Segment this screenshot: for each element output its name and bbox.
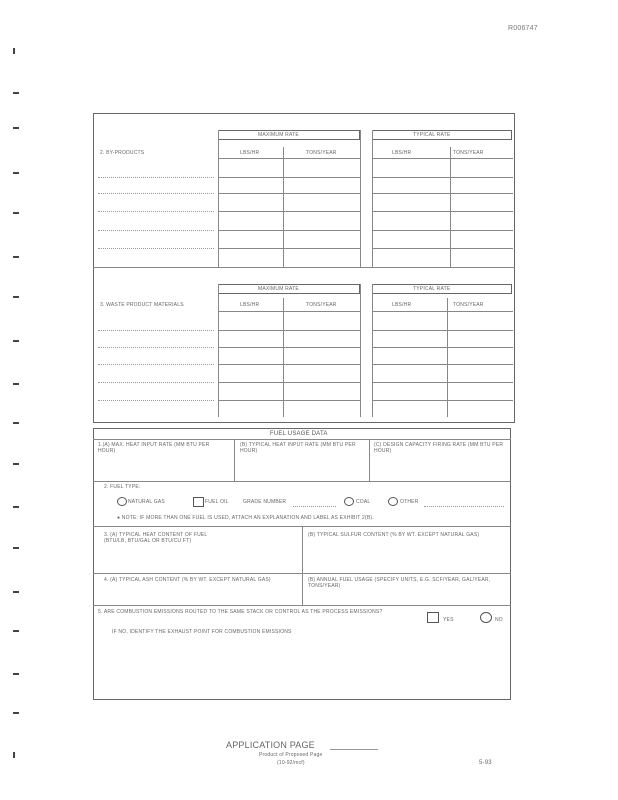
max-heat-input-label: 1.(A) MAX. HEAT INPUT RATE (MM BTU PER HOUR): [98, 442, 210, 454]
byproducts-max-lbhr-col: LBS/HR: [240, 150, 260, 156]
byproducts-typ-lbhr-col: LBS/HR: [392, 150, 412, 156]
other-field[interactable]: [424, 506, 504, 507]
waste-max-tonsyr-col: TONS/YEAR: [306, 302, 337, 308]
fuel-section-title: FUEL USAGE DATA: [270, 431, 328, 437]
typical-heat-input-label: (B) TYPICAL HEAT INPUT RATE (MM BTU PER HOUR): [240, 442, 356, 454]
byproducts-label: 2. BY-PRODUCTS: [100, 150, 145, 156]
exhaust-point-instruction: IF NO, IDENTIFY THE EXHAUST POINT FOR COMBUSTION EMISSIONS: [112, 629, 292, 635]
design-capacity-label: (C) DESIGN CAPACITY FIRING RATE (MM BTU PER HOUR): [374, 442, 504, 454]
no-checkbox[interactable]: [480, 612, 492, 623]
other-label: OTHER: [400, 499, 419, 505]
fuel-oil-checkbox[interactable]: [193, 497, 204, 507]
document-id: R006747: [508, 25, 538, 32]
grade-number-label: GRADE NUMBER: [243, 499, 287, 505]
coal-label: COAL: [356, 499, 371, 505]
ash-content-label: 4. (A) TYPICAL ASH CONTENT (% BY WT. EXCEPT NATURAL GAS): [104, 577, 271, 583]
byproducts-typical-rate-label: TYPICAL RATE: [413, 132, 451, 138]
application-page-title: APPLICATION PAGE: [226, 740, 315, 750]
waste-typical-rate-label: TYPICAL RATE: [413, 286, 451, 292]
natural-gas-checkbox[interactable]: [117, 497, 127, 506]
yes-checkbox[interactable]: [427, 612, 439, 623]
coal-checkbox[interactable]: [344, 497, 354, 506]
byproducts-max-tonsyr-col: TONS/YEAR: [306, 150, 337, 156]
annual-fuel-usage-label: (B) ANNUAL FUEL USAGE (SPECIFY UNITS, E.G. SCF/YEAR, GAL/YEAR, TONS/YEAR): [308, 577, 491, 589]
waste-typ-tonsyr-col: TONS/YEAR: [453, 302, 484, 308]
byproducts-typ-tonsyr-col: TONS/YEAR: [453, 150, 484, 156]
fuel-type-label: 2. FUEL TYPE:: [104, 484, 141, 490]
waste-label: 3. WASTE PRODUCT MATERIALS: [100, 302, 184, 308]
fuel-type-note: ● NOTE: IF MORE THAN ONE FUEL IS USED, ATTACH AN EXPLANATION AND LABEL AS EXHIBIT 2(B).: [117, 515, 374, 521]
natural-gas-label: NATURAL GAS: [128, 499, 165, 505]
combustion-routing-question: 5. ARE COMBUSTION EMISSIONS ROUTED TO THE SAME STACK OR CONTROL AS THE PROCESS EMISSIONS?: [98, 609, 383, 615]
fuel-oil-label: FUEL OIL: [205, 499, 229, 505]
byproducts-max-rate-label: MAXIMUM RATE: [258, 132, 299, 138]
waste-typ-lbhr-col: LBS/HR: [392, 302, 412, 308]
waste-max-lbhr-col: LBS/HR: [240, 302, 260, 308]
no-label: NO: [495, 617, 503, 623]
byproducts-table: [93, 113, 515, 423]
other-checkbox[interactable]: [388, 497, 398, 506]
heat-content-label: 3. (A) TYPICAL HEAT CONTENT OF FUEL (BTU/LB, BTU/GAL OR BTU/CU FT): [104, 532, 208, 544]
footer-product-line: Product of Proposed Page: [259, 752, 323, 758]
footer-date-line: (10-92/mcf): [277, 760, 305, 766]
application-page-number-field[interactable]: [330, 749, 378, 750]
grade-number-field[interactable]: [293, 506, 336, 507]
yes-label: YES: [443, 617, 454, 623]
waste-max-rate-label: MAXIMUM RATE: [258, 286, 299, 292]
sulfur-content-label: (B) TYPICAL SULFUR CONTENT (% BY WT. EXCEPT NATURAL GAS): [308, 532, 480, 538]
footer-page-code: 5-93: [479, 760, 492, 766]
